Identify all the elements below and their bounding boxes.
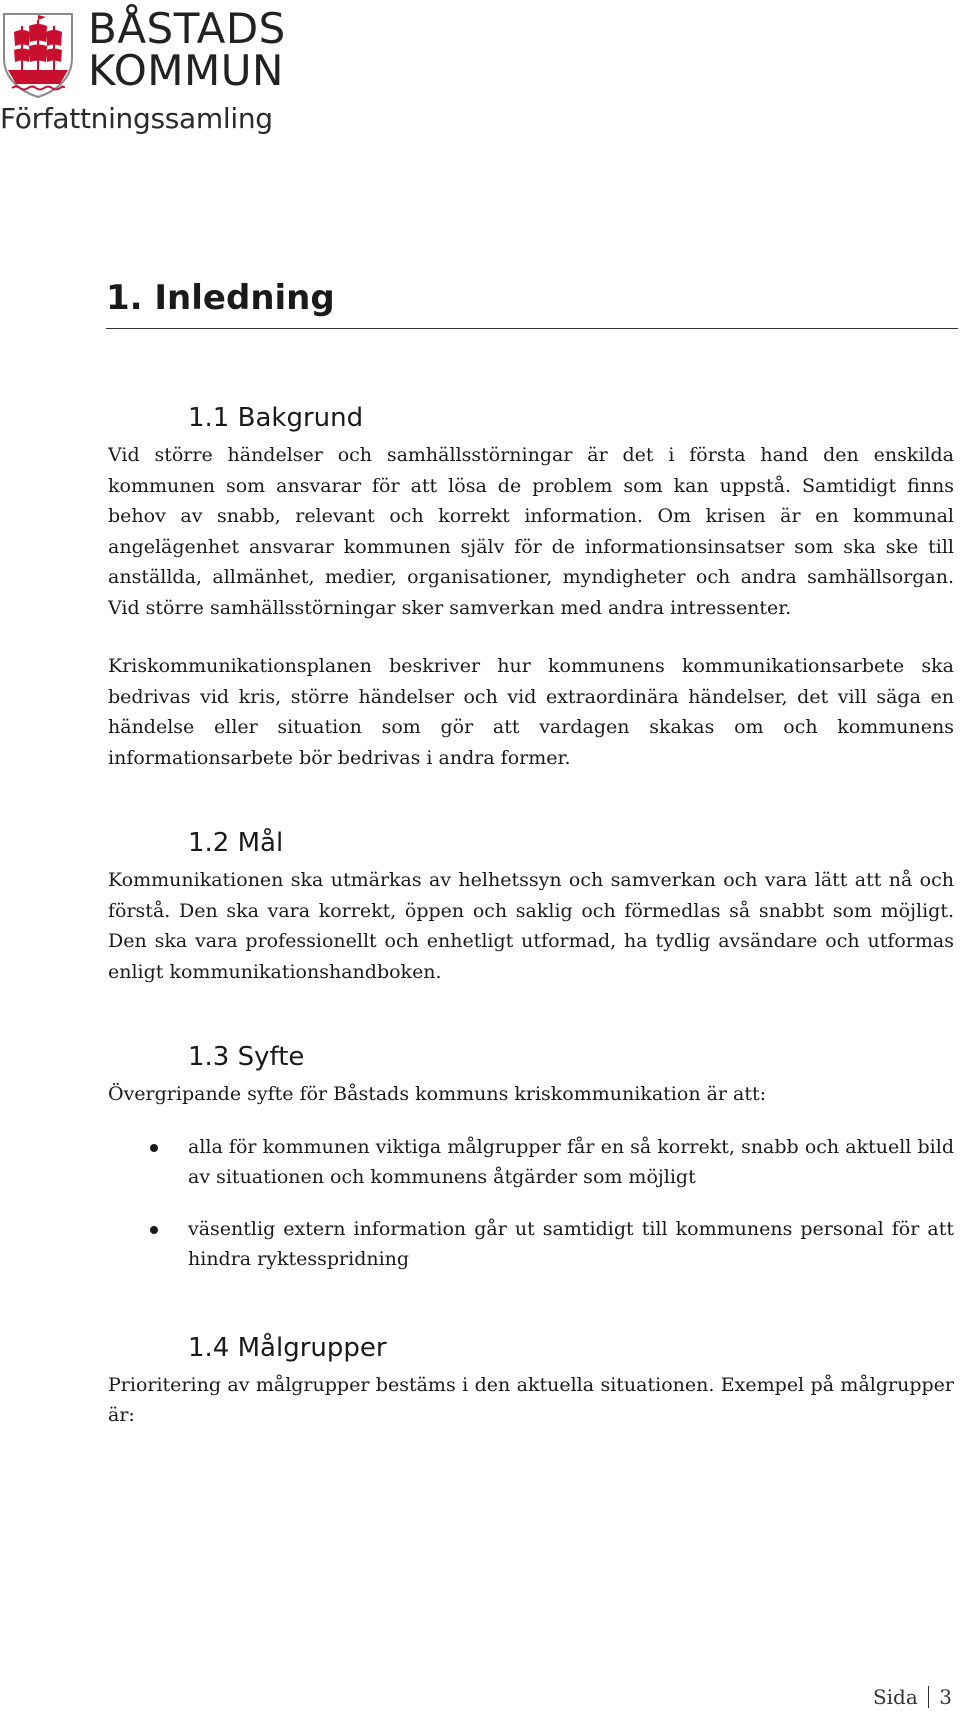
section-malgrupper	[108, 1330, 954, 1431]
section-heading: 1.4 Målgrupper	[188, 1332, 387, 1363]
document-body	[108, 400, 954, 1431]
paragraph: Övergripande syfte för Båstads kommuns kriskommunikation är att:	[108, 1083, 767, 1105]
bullet-list	[108, 1132, 954, 1275]
collection-subtitle: Författningssamling	[0, 102, 273, 135]
page-label: Sida	[872, 1685, 918, 1709]
document-header	[0, 6, 320, 136]
section-heading: 1.2 Mål	[188, 828, 284, 858]
page-footer	[873, 1685, 952, 1709]
chapter-heading	[106, 278, 958, 329]
list-item	[108, 1132, 954, 1193]
section-mal	[108, 825, 954, 987]
paragraph: Prioritering av målgrupper bestäms i den aktuella situationen. Exempel på målgrupper är:	[108, 1373, 954, 1426]
section-heading: 1.3 Syfte	[188, 1042, 305, 1072]
section-syfte	[108, 1039, 954, 1275]
logo-line-2: KOMMUN	[88, 46, 284, 95]
logo-line-1: BÅSTADS	[88, 4, 286, 53]
paragraph: Kriskommunikationsplanen beskriver hur kommunens kommunikationsarbete ska bedrivas vid kris, större händelser och vid extraordinära händelser, det vill säga en händelse eller situation som gör att vardagen skakas om och kommunens informationsarbete bör bedrivas i andra former.	[108, 655, 954, 769]
red-ship-crest-icon	[2, 12, 74, 98]
footer-divider	[928, 1686, 930, 1708]
chapter-title: 1. Inledning	[106, 278, 335, 318]
municipality-logotype	[88, 4, 286, 95]
bullet-icon	[150, 1144, 158, 1152]
page-number: 3	[939, 1685, 952, 1709]
section-heading: 1.1 Bakgrund	[188, 403, 364, 433]
paragraph: Kommunikationen ska utmärkas av helhetssyn och samverkan och vara lätt att nå och förstå. Den ska vara korrekt, öppen och saklig och förmedlas så snabbt som möjligt. Den ska vara professionellt och enhetligt utformad, ha tydlig avsändare och utformas enligt kommunikationshandboken.	[108, 869, 954, 983]
list-item-text: väsentlig extern information går ut samtidigt till kommunens personal för att hindra ryktesspridning	[188, 1217, 954, 1270]
section-bakgrund	[108, 400, 954, 773]
list-item-text: alla för kommunen viktiga målgrupper får en så korrekt, snabb och aktuell bild av situationen och kommunens åtgärder som möjligt	[188, 1135, 954, 1188]
list-item	[108, 1214, 954, 1275]
paragraph: Vid större händelser och samhällsstörningar är det i första hand den enskilda kommunen som ansvarar för att lösa de problem som kan uppstå. Samtidigt finns behov av snabb, relevant och korrekt information. Om krisen är en kommunal angelägenhet ansvarar kommunen själv för de informationsinsatser som ska ske till anställda, allmänhet, medier, organisationer, myndigheter och andra samhällsorgan. Vid större samhällsstörningar sker samverkan med andra intressenter.	[108, 444, 954, 619]
bullet-icon	[150, 1226, 158, 1234]
